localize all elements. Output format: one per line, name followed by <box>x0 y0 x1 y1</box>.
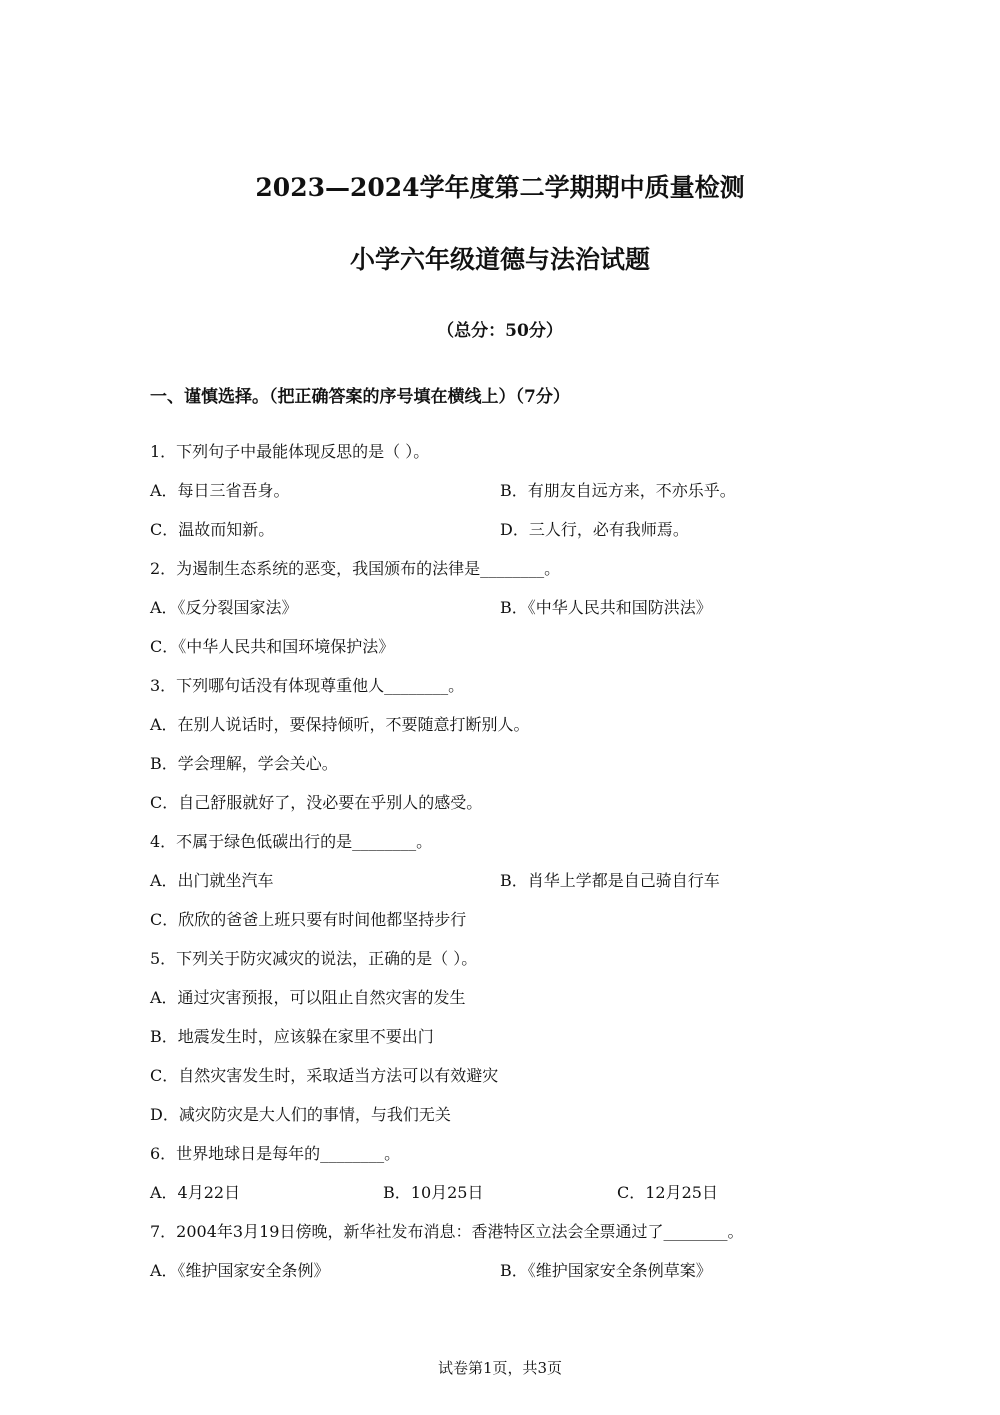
option-a: A．通过灾害预报，可以阻止自然灾害的发生 <box>150 988 466 1007</box>
question-stem: 5．下列关于防灾减灾的说法，正确的是（ ）。 <box>150 949 478 968</box>
option-c: C．欣欣的爸爸上班只要有时间他都坚持步行 <box>150 910 467 929</box>
option-b: B．地震发生时，应该躲在家里不要出门 <box>150 1027 434 1046</box>
option-a: A．《反分裂国家法》 <box>150 598 298 617</box>
option-a: A．《维护国家安全条例》 <box>150 1261 330 1280</box>
question-stem: 7．2004年3月19日傍晚，新华社发布消息：香港特区立法会全票通过了________。 <box>150 1222 744 1241</box>
option-b: B．学会理解，学会关心。 <box>150 754 338 773</box>
option-d: D．减灾防灾是大人们的事情，与我们无关 <box>150 1105 451 1124</box>
option-d: D．三人行，必有我师焉。 <box>500 520 689 539</box>
question-stem: 4．不属于绿色低碳出行的是________。 <box>150 832 433 851</box>
option-b: B．10月25日 <box>383 1183 484 1202</box>
option-a: A．出门就坐汽车 <box>150 871 274 890</box>
option-a: A．在别人说话时，要保持倾听，不要随意打断别人。 <box>150 715 530 734</box>
option-c: C．自然灾害发生时，采取适当方法可以有效避灾 <box>150 1066 499 1085</box>
exam-title: 2023—2024学年度第二学期期中质量检测 <box>255 173 745 202</box>
option-b: B．《维护国家安全条例草案》 <box>500 1261 712 1280</box>
option-a: A．每日三省吾身。 <box>150 481 290 500</box>
question-stem: 2．为遏制生态系统的恶变，我国颁布的法律是________。 <box>150 559 561 578</box>
option-c: C．自己舒服就好了，没必要在乎别人的感受。 <box>150 793 483 812</box>
section-heading: 一、谨慎选择。（把正确答案的序号填在横线上）（7分） <box>150 387 570 407</box>
question-stem: 1．下列句子中最能体现反思的是（ ）。 <box>150 442 430 461</box>
option-b: B．肖华上学都是自己骑自行车 <box>500 871 720 890</box>
option-a: A．4月22日 <box>150 1183 241 1202</box>
option-b: B．《中华人民共和国防洪法》 <box>500 598 712 617</box>
option-c: C．12月25日 <box>617 1183 718 1202</box>
exam-subtitle: 小学六年级道德与法治试题 <box>349 245 650 274</box>
option-c: C．《中华人民共和国环境保护法》 <box>150 637 395 656</box>
question-stem: 3．下列哪句话没有体现尊重他人________。 <box>150 676 465 695</box>
total-score: （总分：50分） <box>437 321 563 341</box>
option-b: B．有朋友自远方来，不亦乐乎。 <box>500 481 736 500</box>
page-footer: 试卷第1页，共3页 <box>437 1359 563 1377</box>
question-stem: 6．世界地球日是每年的________。 <box>150 1144 401 1163</box>
option-c: C．温故而知新。 <box>150 520 275 539</box>
